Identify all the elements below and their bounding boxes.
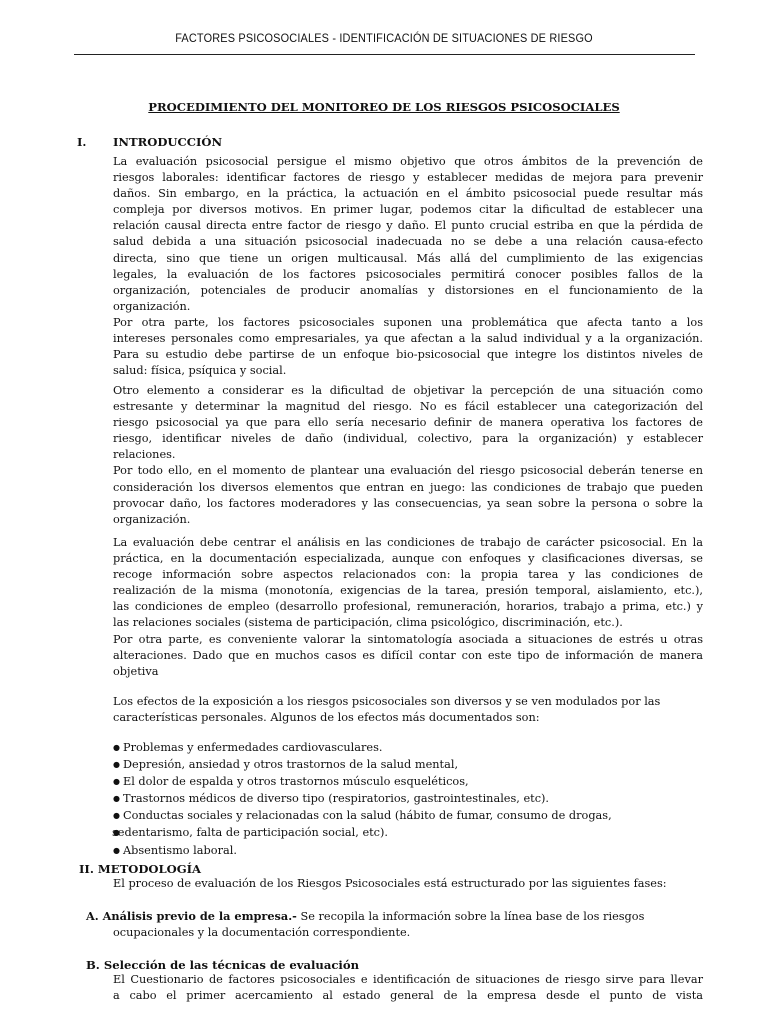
list-item: ● Conductas sociales y relacionadas con la salud (hábito de fumar, consumo de drogas,	[113, 808, 703, 825]
running-header: FACTORES PSICOSOCIALES - IDENTIFICACIÓN DE SITUACIONES DE RIESGO	[175, 31, 593, 45]
paragraph-3: Otro elemento a considerar es la dificultad de objetivar la percepción de una situación como estresante y determinar la magnitud del riesgo. No es fácil establecer una categorización del riesgo psicosocial ya que para ello sería necesario definir de manera operativa los factores de riesgo, identificar niveles de daño (individual, colectivo, para la organización) y establecer relaciones.	[113, 384, 703, 462]
effects-list	[113, 740, 703, 860]
intro-paragraphs-2	[113, 383, 703, 528]
list-item: ● El dolor de espalda y otros trastornos músculo esqueléticos,	[113, 774, 703, 791]
section-1-title: INTRODUCCIÓN	[113, 135, 223, 149]
list-item: ● Problemas y enfermedades cardiovasculares.	[113, 740, 703, 757]
section-2-title: II. METODOLOGÍA	[79, 862, 202, 876]
intro-paragraphs-1	[113, 154, 703, 379]
paragraph-7: Los efectos de la exposición a los riesgos psicosociales son diversos y se ven modulados por las características personales. Algunos de los efectos más documentados son:	[113, 695, 661, 725]
list-item: ● Absentismo laboral.	[113, 843, 703, 860]
document-title: PROCEDIMIENTO DEL MONITOREO DE LOS RIESGOS PSICOSOCIALES	[148, 100, 620, 114]
list-item: ● Trastornos médicos de diverso tipo (respiratorios, gastrointestinales, etc).	[113, 791, 703, 808]
phase-a: A. Análisis previo de la empresa.- Se recopila la información sobre la línea base de los riesgos ocupacionales y la documentación correspondiente.	[86, 909, 645, 940]
paragraph-5: La evaluación debe centrar el análisis en las condiciones de trabajo de carácter psicosocial. En la práctica, en la documentación especializada, aunque con enfoques y clasificaciones diversas, se recoge información sobre aspectos relacionados con: la propia tarea y las condiciones de realización de la misma (monotonía, exigencias de la tarea, presión temporal, aislamiento, etc.), las condiciones de empleo (desarrollo profesional, remuneración, horarios, trabajo a prima, etc.) y las relaciones sociales (sistema de participación, clima psicológico, discriminación, etc.).	[113, 536, 703, 630]
paragraph-4: Por todo ello, en el momento de plantear una evaluación del riesgo psicosocial deberán tenerse en consideración los diversos elementos que entran en juego: las condiciones de trabajo que pueden provocar daño, los factores moderadores y las consecuencias, ya sean sobre la persona o sobre la organización.	[113, 464, 703, 526]
methodology-intro: El proceso de evaluación de los Riesgos Psicosociales está estructurado por las siguientes fases:	[113, 877, 667, 890]
list-item-continuation: ● sedentarismo, falta de participación social, etc).	[113, 825, 703, 842]
intro-paragraphs-3	[113, 535, 703, 680]
paragraph-6: Por otra parte, es conveniente valorar la sintomatología asociada a situaciones de estrés u otras alteraciones. Dado que en muchos casos es difícil contar con este tipo de información de manera objetiva	[113, 632, 703, 678]
paragraph-1: La evaluación psicosocial persigue el mismo objetivo que otros ámbitos de la prevención de riesgos laborales: identificar factores de riesgo y establecer medidas de mejora para prevenir daños. Sin embargo, en la práctica, la actuación en el ámbito psicosocial puede resultar más compleja por diversos motivos. En primer lugar, podemos citar la dificultad de establecer una relación causal directa entre factor de riesgo y daño. El punto crucial estriba en que la pérdida de salud debida a una situación psicosocial inadecuada no se debe a una relación causa-efecto directa, sino que tiene un origen multicausal. Más allá del cumplimiento de las exigencias legales, la evaluación de los factores psicosociales permitirá conocer posibles fallos de la organización, potenciales de producir anomalías y distorsiones en el funcionamiento de la organización.	[113, 155, 703, 313]
effects-intro	[113, 694, 703, 726]
paragraph-2: Por otra parte, los factores psicosociales suponen una problemática que afecta tanto a los intereses personales como empresariales, ya que afectan a la salud individual y a la organización. Para su estudio debe partirse de un enfoque bio-psicosocial que integre los distintos niveles de salud: física, psíquica y social.	[113, 315, 703, 378]
phase-b: El Cuestionario de factores psicosociales e identificación de situaciones de riesgo sirve para llevar a cabo el primer acercamiento al estado general de la empresa desde el punto de vista	[113, 973, 703, 1003]
section-1-number: I.	[77, 135, 87, 149]
list-item: ● Depresión, ansiedad y otros trastornos de la salud mental,	[113, 757, 703, 774]
phase-a-title: A. Análisis previo de la empresa.-	[86, 909, 297, 923]
phase-b-title: B. Selección de las técnicas de evaluación	[86, 958, 359, 972]
header-rule	[74, 54, 695, 55]
